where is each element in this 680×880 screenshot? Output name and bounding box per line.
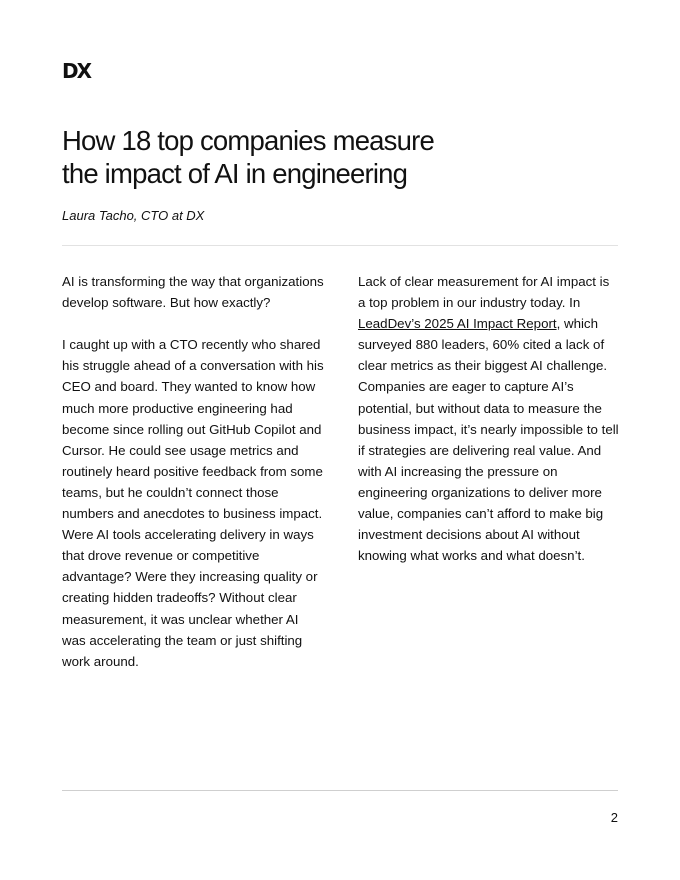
- right-paragraph-text-start: Lack of clear measurement for AI impact is a top problem in our industry today. In: [358, 274, 610, 311]
- leaddev-report-link[interactable]: LeadDev’s 2025 AI Impact Report: [358, 316, 557, 332]
- dx-logo: DX: [62, 59, 91, 83]
- author-byline: Laura Tacho, CTO at DX: [62, 208, 205, 223]
- header-divider: [62, 245, 618, 246]
- footer-divider: [62, 790, 618, 791]
- page-number: 2: [610, 810, 618, 825]
- right-column: [358, 271, 620, 587]
- left-column: [62, 271, 324, 693]
- page-title: [62, 124, 582, 190]
- right-paragraph-text-end: , which surveyed 880 leaders, 60% cited a lack of clear metrics as their biggest AI challenge. Companies are eager to capture AI’s potential, but without data to measure the business impact, it’s nearly impossible to tell if strategies are delivering real value. And with AI increasing the pressure on engineering organizations to deliver more value, companies can’t afford to make big investment decisions about AI without knowing what works and what doesn’t.: [358, 316, 619, 564]
- left-paragraph-2: I caught up with a CTO recently who shared his struggle ahead of a conversation with his CEO and board. They wanted to know how much more productive engineering had become since rolling out GitHub Copilot and Cursor. He could see usage metrics and routinely heard positive feedback from some teams, but he couldn’t connect those numbers and anecdotes to business impact. Were AI tools accelerating delivery in ways that drove revenue or competitive advantage? Were they increasing quality or creating hidden tradeoffs? Without clear measurement, it was unclear whether AI was accelerating the team or just shifting work around.: [62, 337, 324, 669]
- title-line-2: the impact of AI in engineering: [62, 158, 408, 189]
- left-paragraph-1: AI is transforming the way that organizations develop software. But how exactly?: [62, 274, 324, 311]
- title-line-1: How 18 top companies measure: [62, 125, 434, 156]
- right-paragraph-1: [358, 271, 620, 566]
